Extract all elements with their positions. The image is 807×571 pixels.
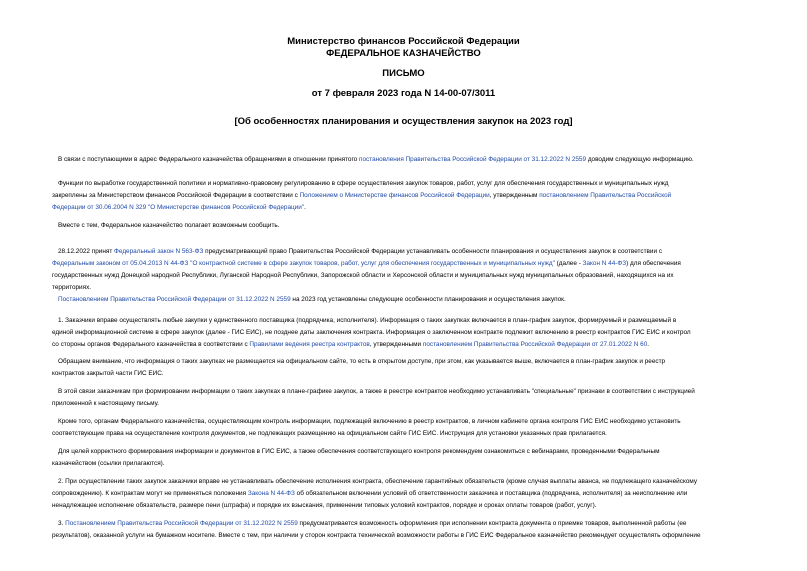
paragraph-special-attributes [52, 386, 768, 410]
law-44-full-link[interactable]: Федеральным законом от 05.04.2013 N 44-ФЗ "О контрактной системе в сфере закупок товаров, работ, услуг для обеспечения государственных и муниципальных нужд" [52, 260, 555, 267]
text: со стороны органов Федерального казначейства в соответствии с [52, 341, 250, 348]
text: контрактов закрытой части ГИС ЕИС. [52, 370, 164, 377]
text: 3. [58, 520, 66, 527]
text: приложенной к настоящему письму. [52, 400, 159, 407]
paragraph-law-563 [52, 246, 768, 294]
text: Для целей корректного формирования информации и документов в ГИС ЕИС, а также обеспечения соответствующего контроля рекомендуем ознакомиться с вебинарами, проведенными Федеральным [58, 448, 660, 455]
text: сопровождению). К контрактам могут не применяться положения [52, 490, 248, 497]
paragraph-attention [52, 356, 768, 380]
text: закреплены за Министерством финансов Российской Федерации в соответствии с [52, 192, 300, 199]
text: , утвержденным [489, 192, 540, 199]
paragraph-features [52, 294, 768, 306]
agency-title: ФЕДЕРАЛЬНОЕ КАЗНАЧЕЙСТВО [326, 48, 481, 59]
text: ) для обеспечения [626, 260, 681, 267]
law-44-link[interactable]: Закон N 44-ФЗ [582, 260, 627, 267]
ministry-title: Министерство финансов Российской Федерации [287, 36, 520, 47]
text: . [304, 204, 306, 211]
text: предусматривающий право Правительства Российской Федерации устанавливать особенности планирования и осуществления закупок в соответствии с [203, 248, 663, 255]
text: об обязательном включении условий об ответственности заказчика и поставщика (подрядчика, исполнителя) за неисполнение или [294, 490, 688, 497]
text: Функции по выработке государственной политики и нормативно-правовому регулированию в сфере осуществления закупок товаров, работ, услуг для обеспечения государственных и муниципальных нужд [58, 180, 669, 187]
text: на 2023 год установлены следующие особенности планирования и осуществления закупок. [290, 296, 566, 303]
contracts-registry-rules-link[interactable]: Правилами ведения реестра контрактов [249, 341, 370, 348]
resolution-329-link[interactable]: постановлением Правительства Российской [539, 192, 672, 199]
text: государственных нужд Донецкой народной Республики, Луганской Народной Республики, Запорожской области и Херсонской области и муниципальных нужд муниципальных образований, находящихся на их [52, 272, 674, 279]
text: казначейством (ссылки прилагаются). [52, 460, 165, 467]
resolution-2559-link[interactable]: Постановлением Правительства Российской Федерации от 31.12.2022 N 2559 [58, 296, 291, 303]
text: (далее - [554, 260, 583, 267]
paragraph-control-rights [52, 416, 768, 440]
text: 2. При осуществлении таких закупок заказчики вправе не устанавливать обеспечение исполнения контракта, обеспечение гарантийных обязательств (кроме случая выплаты аванса, не подлежащего казначейскому [58, 478, 698, 485]
document-type: ПИСЬМО [382, 68, 425, 79]
resolution-2559-link[interactable]: постановления Правительства Российской Федерации от 31.12.2022 N 2559 [359, 156, 587, 163]
text: 1. Заказчики вправе осуществлять любые закупки у единственного поставщика (подрядчика, исполнителя). Информация о таких закупках включается в план-график закупок, формируемый и размещаемый в [58, 317, 677, 324]
law-44-link[interactable]: Закона N 44-ФЗ [247, 490, 295, 497]
paragraph-webinars [52, 446, 768, 470]
ministry-regulation-link[interactable]: Положением о Министерстве финансов Российской Федерации [299, 192, 490, 199]
text: доводим следующую информацию. [586, 156, 694, 163]
text: В этой связи заказчикам при формировании информации о таких закупках в плане-графике закупок, а также в реестре контрактов необходимо устанавливать "специальные" признаки в соответствии с инструкцией [58, 388, 695, 395]
paragraph-functions [52, 178, 768, 214]
text: Обращаем внимание, что информация о таких закупках не размещается на официальном сайте, то есть в открытом доступе, при этом, как указывается выше, включается в план-график закупок и реестр [58, 358, 666, 365]
text: В связи с поступающими в адрес Федерального казначейства обращениями в отношении принятого [58, 156, 360, 163]
resolution-329-link-cont[interactable]: Федерации от 30.06.2004 N 329 "О Министерстве финансов Российской Федерации" [52, 204, 305, 211]
resolution-60-link[interactable]: постановлением Правительства Российской Федерации от 27.01.2022 N 60 [422, 341, 648, 348]
law-563-link[interactable]: Федеральный закон N 563-ФЗ [114, 248, 204, 255]
text: единой информационной системе в сфере закупок (далее - ГИС ЕИС), не позднее даты заключения контракта. Информация о заключенном контракте подлежит включению в реестр контрактов ГИС ЕИС и контрол [52, 329, 691, 336]
text: , утвержденными [369, 341, 423, 348]
text: . [647, 341, 650, 348]
text: Кроме того, органам Федерального казначейства, осуществляющим контроль информации, подлежащей включению в реестр контрактов, в личном кабинете органа контроля ГИС ЕИС необходимо установить [58, 418, 681, 425]
text: территориях. [52, 284, 92, 291]
text: ненадлежащее исполнение обязательств, размере пени (штрафа) и порядке их взыскания, применении типовых условий контрактов, порядке и сроках оплаты товаров (работ, услуг). [52, 502, 597, 509]
document-subject: [Об особенностях планирования и осуществления закупок на 2023 год] [234, 116, 573, 127]
document-date-number: от 7 февраля 2023 года N 14-00-07/3011 [311, 88, 496, 99]
text: соответствующие права на осуществление контроля документов, не подлежащих размещению на официальном сайте ГИС ЕИС. Инструкция для установки указанных прав прилагается. [52, 430, 607, 437]
text: предусматривается возможность оформления при исполнении контракта документа о приемке товаров, выполненной работы (ее [297, 520, 687, 527]
paragraph-note [52, 220, 768, 232]
paragraph-intro [52, 154, 768, 166]
paragraph-item-1 [52, 315, 768, 351]
resolution-2559-link[interactable]: Постановлением Правительства Российской Федерации от 31.12.2022 N 2559 [65, 520, 298, 527]
text: результатов), оказанной услуги на бумажном носителе. Вместе с тем, при наличии у сторон контракта технической возможности работы в ГИС ЕИС Федеральное казначейство рекомендует осуществлять оформление [52, 532, 701, 539]
paragraph-item-2 [52, 476, 768, 512]
text: Вместе с тем, Федеральное казначейство полагает возможным сообщить. [58, 222, 280, 229]
text: 28.12.2022 принят [58, 248, 115, 255]
paragraph-item-3 [52, 518, 768, 542]
